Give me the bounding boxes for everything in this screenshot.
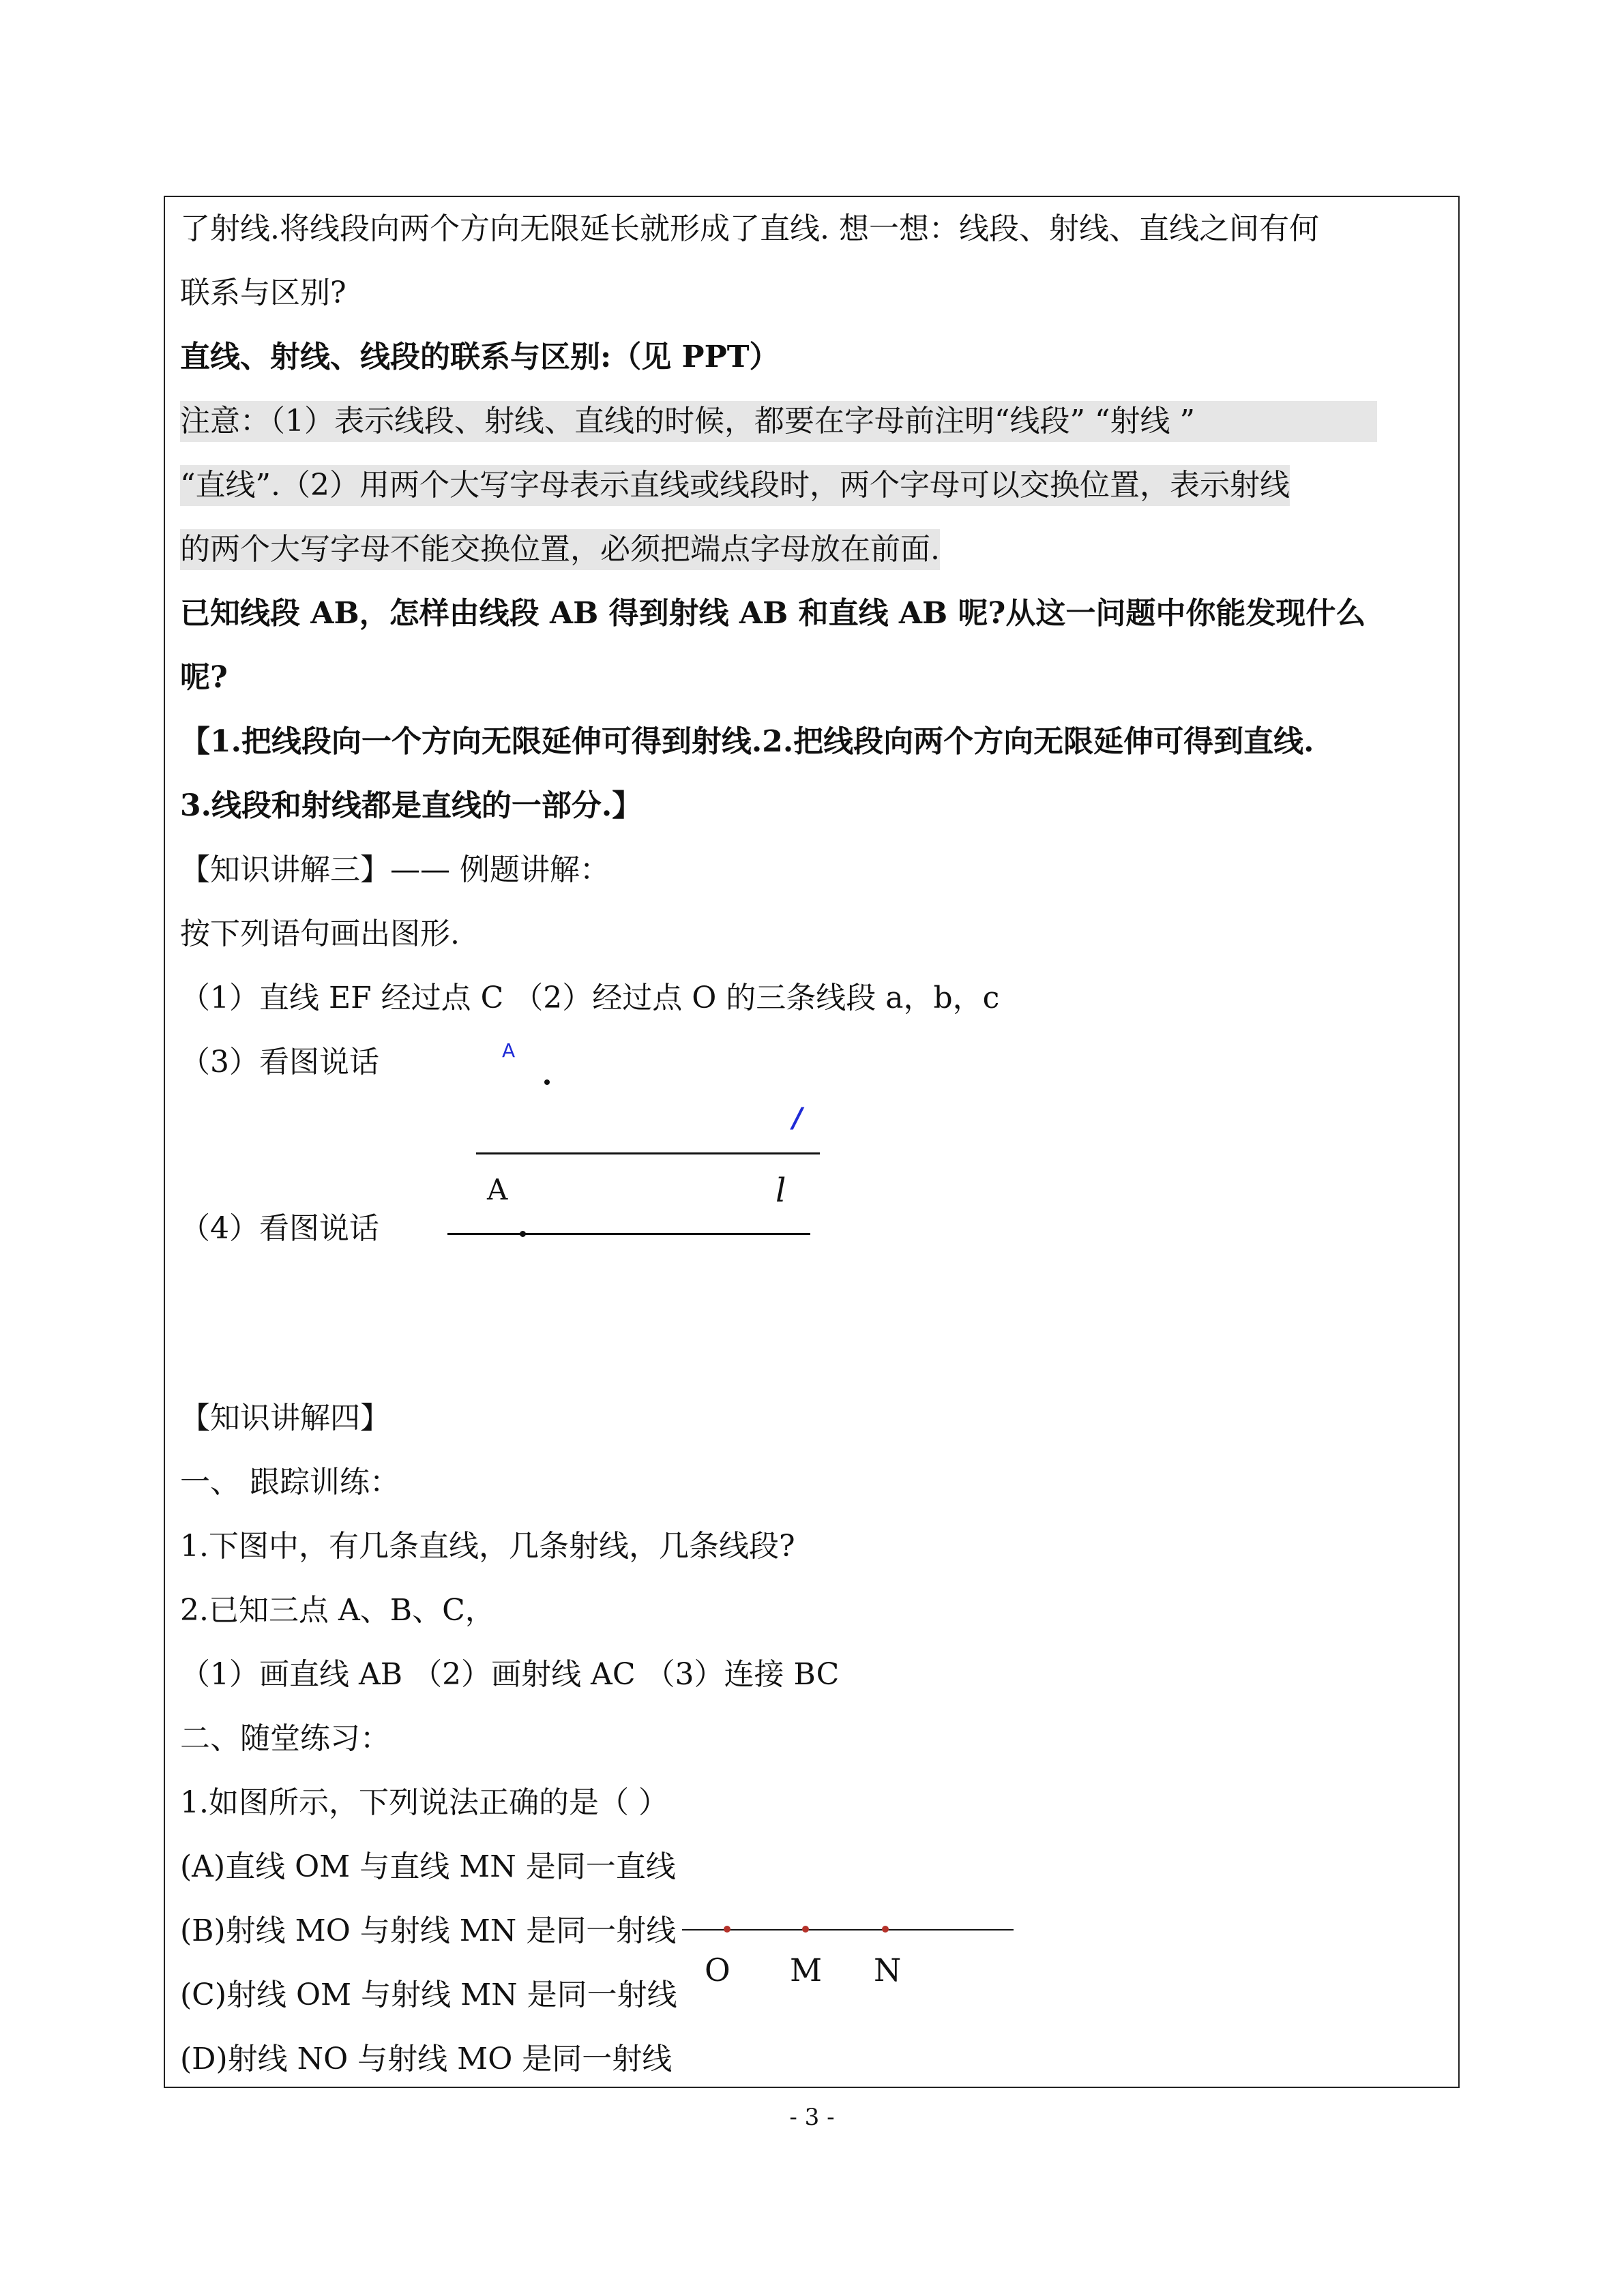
exercise-3: （3）看图说话 [180,1045,379,1079]
label-n: N [874,1952,902,1988]
page-number: - 3 - [789,2104,835,2131]
figure4-line [447,1233,810,1235]
tracking-heading: 一、 跟踪训练： [180,1465,400,1500]
tracking-q2-parts: （1）画直线 AB （2）画射线 AC （3）连接 BC [180,1657,840,1692]
label-o: O [705,1952,730,1988]
figure3-line-l [476,1152,820,1154]
practice-q1: 1.如图所示，下列说法正确的是（ ） [180,1785,668,1820]
exercise-1-2: （1）直线 EF 经过点 C （2）经过点 O 的三条线段 a，b，c [180,981,1000,1015]
omn-line [682,1929,1014,1930]
option-a: (A)直线 OM 与直线 MN 是同一直线 [180,1849,676,1884]
figure3-label-a: A [502,1039,516,1062]
text-line-2: 联系与区别? [180,275,346,310]
option-c: (C)射线 OM 与射线 MN 是同一射线 [180,1978,677,2012]
exercise-4: （4）看图说话 [180,1211,379,1246]
figure4-label-l: l [776,1172,786,1210]
figure3-point-a [544,1079,550,1085]
figure3-label-l: / [793,1103,803,1134]
heading-relation: 直线、射线、线段的联系与区别:（见 PPT） [180,340,780,374]
answer-line-1: 【1.把线段向一个方向无限延伸可得到射线.2.把线段向两个方向无限延伸可得到直线. [180,724,1314,759]
note-line-2: “直线”.（2）用两个大写字母表示直线或线段时，两个字母可以交换位置，表示射线 [180,465,1290,506]
option-b: (B)射线 MO 与射线 MN 是同一射线 [180,1913,677,1948]
answer-line-2: 3.线段和射线都是直线的一部分.】 [180,788,643,823]
tracking-q1: 1.下图中，有几条直线，几条射线，几条线段? [180,1529,795,1564]
figure4-label-a: A [487,1173,508,1206]
label-m: M [790,1952,823,1988]
practice-heading: 二、随堂练习： [180,1721,390,1756]
question-line-1: 已知线段 AB，怎样由线段 AB 得到射线 AB 和直线 AB 呢?从这一问题中你能发现什么 [180,596,1366,631]
note-line-3: 的两个大写字母不能交换位置，必须把端点字母放在前面. [180,529,940,570]
point-n [882,1926,889,1933]
note-line-1: 注意：（1）表示线段、射线、直线的时候，都要在字母前注明“线段” “射线 ” [180,401,1377,442]
point-m [802,1926,809,1933]
figure4-point-a [520,1231,526,1237]
point-o [724,1926,730,1933]
instruction-line: 按下列语句画出图形. [180,916,460,951]
option-d: (D)射线 NO 与射线 MO 是同一射线 [180,2042,673,2076]
section-four-heading: 【知识讲解四】 [180,1401,390,1435]
tracking-q2: 2.已知三点 A、B、C， [180,1593,495,1628]
text-line-1: 了射线.将线段向两个方向无限延长就形成了直线. 想一想：线段、射线、直线之间有何 [180,211,1319,246]
question-line-2: 呢? [180,660,228,695]
section-three-heading: 【知识讲解三】—— 例题讲解： [180,852,610,887]
